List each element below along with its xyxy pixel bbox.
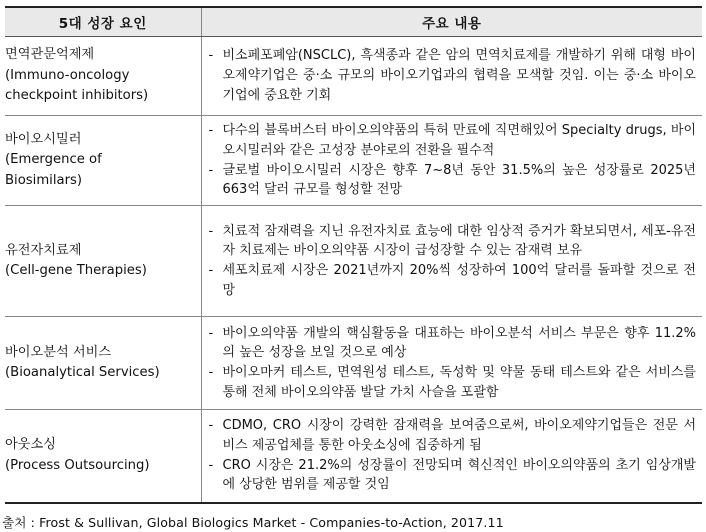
header-content: 주요 내용 <box>201 7 702 37</box>
growth-factors-table <box>5 6 702 504</box>
factor-name-ko: 면역관문억제제 <box>5 47 95 63</box>
list-item: - 세포치료제 시장은 2021년까지 20%씩 성장하여 100억 달러를 돌파할 것으로 전망 <box>206 261 697 300</box>
factor-cell <box>5 116 201 206</box>
content-list <box>202 120 703 201</box>
factor-cell <box>5 37 201 116</box>
factor-name-ko: 유전자치료제 <box>5 242 82 258</box>
growth-factors-table-wrapper <box>5 6 702 504</box>
content-cell <box>201 116 702 206</box>
factor-name-ko: 바이오분석 서비스 <box>5 344 112 360</box>
content-list <box>202 221 703 302</box>
table-header-row <box>5 7 702 37</box>
list-item: - 글로벌 바이오시밀러 시장은 향후 7~8년 동안 31.5%의 높은 성장률로 2025년 663억 달러 규모를 형성할 전망 <box>206 161 697 200</box>
content-cell <box>201 410 702 503</box>
source-citation: 출처 : Frost & Sullivan, Global Biologics Market - Companies-to-Action, 2017.11 <box>2 515 504 530</box>
content-list <box>202 323 703 404</box>
factor-name-en: checkpoint inhibitors) <box>5 88 149 104</box>
list-item: - 비소페포폐암(NSCLC), 흑색종과 같은 암의 면역치료제를 개발하기 위해 대형 바이오제약기업은 중·소 규모의 바이오기업과의 협력을 모색할 것임. 이는 중·소 바이오기업에 중요한 기회 <box>206 46 697 105</box>
table-row <box>5 37 702 116</box>
factor-name-en: (Bioanalytical Services) <box>5 365 160 380</box>
list-item: - 바이오마커 테스트, 면역원성 테스트, 독성학 및 약물 동태 테스트와 같은 서비스를 통해 전체 바이오의약품 발달 가치 사슬을 포괄함 <box>206 363 697 402</box>
list-item: - CDMO, CRO 시장이 강력한 잠재력을 보여줌으로써, 바이오제약기업들은 전문 서비스 제공업체를 통한 아웃소싱에 집중하게 됨 <box>206 416 697 455</box>
content-cell <box>201 317 702 410</box>
factor-name-en: (Emergence of <box>5 152 102 168</box>
list-item: - 치료적 잠재력을 지닌 유전자치료 효능에 대한 임상적 증거가 확보되면서, 세포-유전자 치료제는 바이오의약품 시장이 급성장할 수 있는 잠재력 보유 <box>206 222 697 261</box>
factor-name-en: (Immuno-oncology <box>5 67 130 83</box>
content-cell <box>201 37 702 116</box>
factor-name-en: Biosimilars) <box>5 172 83 188</box>
content-list <box>202 45 703 106</box>
factor-name-ko: 바이오시밀러 <box>5 131 82 147</box>
list-item: - 바이오의약품 개발의 핵심활동을 대표하는 바이오분석 서비스 부문은 향후 11.2%의 높은 성장을 보일 것으로 예상 <box>206 324 697 363</box>
header-factor: 5대 성장 요인 <box>5 7 201 37</box>
factor-cell <box>5 317 201 410</box>
list-item: - CRO 시장은 21.2%의 성장률이 전망되며 혁신적인 바이오의약품의 초기 임상개발에 상당한 범위를 제공할 것임 <box>206 456 697 495</box>
list-item: - 다수의 블록버스터 바이오의약품의 특허 만료에 직면해있어 Specialty drugs, 바이오시밀러와 같은 고성장 분야로의 전환을 필수적 <box>206 121 697 160</box>
table-row <box>5 116 702 206</box>
table-row <box>5 206 702 317</box>
table-row <box>5 317 702 410</box>
factor-cell <box>5 410 201 503</box>
table-row <box>5 410 702 503</box>
factor-name-en: (Cell-gene Therapies) <box>5 263 147 278</box>
content-list <box>202 415 703 496</box>
factor-cell <box>5 206 201 317</box>
factor-name-ko: 아웃소싱 <box>5 437 56 453</box>
content-cell <box>201 206 702 317</box>
factor-name-en: (Process Outsourcing) <box>5 457 150 473</box>
